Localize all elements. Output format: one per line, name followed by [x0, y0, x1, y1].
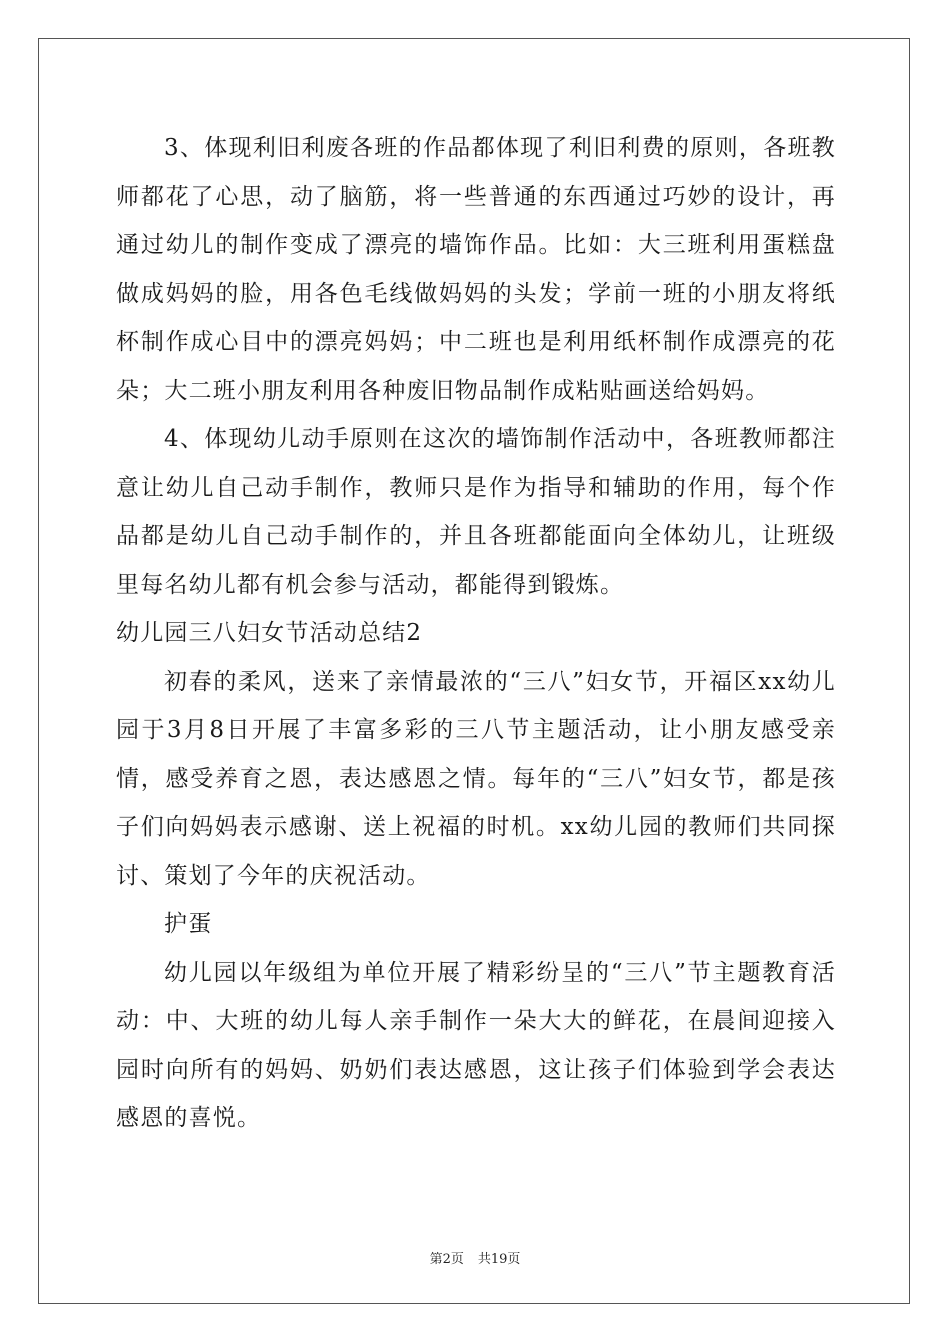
- document-body: [116, 124, 836, 1143]
- paragraph-recycling: 3、体现利旧利废各班的作品都体现了利旧利费的原则，各班教师都花了心思，动了脑筋，将一些普通的东西通过巧妙的设计，再通过幼儿的制作变成了漂亮的墙饰作品。比如：大三班利用蛋糕盘做成妈妈的脸，用各色毛线做妈妈的头发；学前一班的小朋友将纸杯制作成心目中的漂亮妈妈；中二班也是利用纸杯制作成漂亮的花朵；大二班小朋友利用各种废旧物品制作成粘贴画送给妈妈。: [116, 135, 836, 404]
- paragraph-intro: 初春的柔风，送来了亲情最浓的“三八”妇女节，开福区xx幼儿园于3月8日开展了丰富多彩的三八节主题活动，让小朋友感受亲情，感受养育之恩，表达感恩之情。每年的“三八”妇女节，都是孩子们向妈妈表示感谢、送上祝福的时机。xx幼儿园的教师们共同探讨、策划了今年的庆祝活动。: [116, 668, 836, 889]
- paragraph-activities: 幼儿园以年级组为单位开展了精彩纷呈的“三八”节主题教育活动：中、大班的幼儿每人亲手制作一朵大大的鲜花，在晨间迎接入园时向所有的妈妈、奶奶们表达感恩，这让孩子们体验到学会表达感恩的喜悦。: [116, 959, 836, 1131]
- paragraph-subtitle-egg: 护蛋: [164, 911, 213, 937]
- page-footer: [0, 1248, 950, 1267]
- paragraph-hands-on: 4、体现幼儿动手原则在这次的墙饰制作活动中，各班教师都注意让幼儿自己动手制作，教师只是作为指导和辅助的作用，每个作品都是幼儿自己动手制作的，并且各班都能面向全体幼儿，让班级里每名幼儿都有机会参与活动，都能得到锻炼。: [116, 426, 836, 598]
- page-number: 第2页: [429, 1252, 464, 1267]
- page-total: 共19页: [477, 1252, 521, 1267]
- section-heading: 幼儿园三八妇女节活动总结2: [116, 620, 423, 646]
